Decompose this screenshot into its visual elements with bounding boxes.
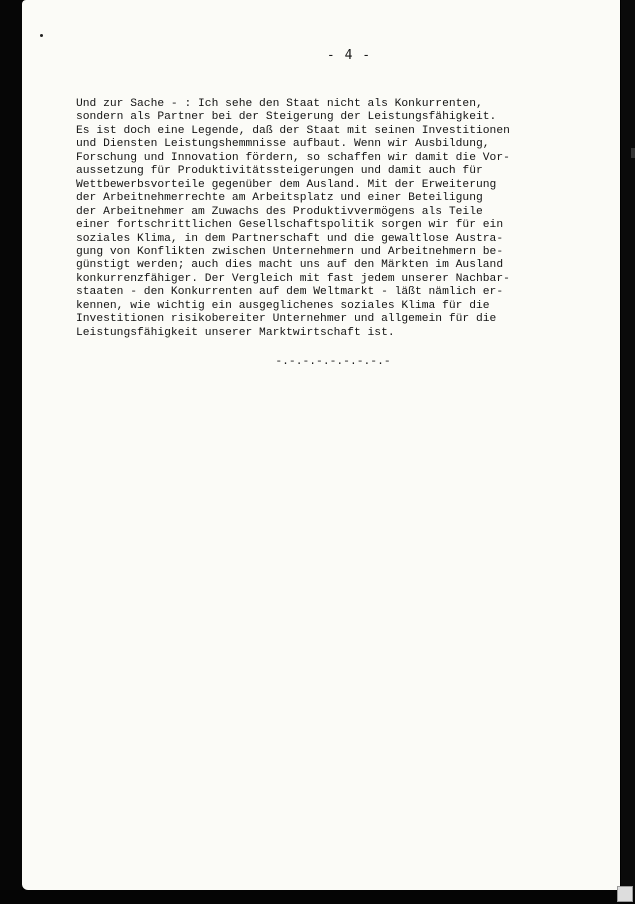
scan-border-right [621,0,635,904]
text-line: günstigt werden; auch dies macht uns auf den Märkten im Ausland [76,259,504,272]
text-line: Wettbewerbsvorteile gegenüber dem Ausland. Mit der Erweiterung [76,178,497,191]
scan-border-left [0,0,22,904]
text-line: gung von Konflikten zwischen Unternehmern und Arbeitnehmern be- [76,245,504,258]
text-line: kennen, wie wichtig ein ausgeglichenes soziales Klima für die [76,299,490,312]
text-line: staaten - den Konkurrenten auf dem Weltmarkt - läßt nämlich er- [76,286,504,299]
text-line: aussetzung für Produktivitätssteigerungen und damit auch für [76,165,483,178]
text-line: soziales Klima, in dem Partnerschaft und die gewaltlose Austra- [76,232,504,245]
text-line: Und zur Sache - : Ich sehe den Staat nicht als Konkurrenten, [76,98,483,110]
text-line: der Arbeitnehmerrechte am Arbeitsplatz und einer Beteiligung [76,192,483,205]
scan-border-bottom [0,890,635,904]
text-line: und Diensten Leistungshemmnisse aufbaut. Wenn wir Ausbildung, [76,138,490,151]
section-separator: -.-.-.-.-.-.-.-.- [275,356,391,368]
scan-edge-mark [631,148,635,158]
text-line: Investitionen risikobereiter Unternehmer und allgemein für die [76,313,497,326]
text-line: Leistungsfähigkeit unserer Marktwirtschaft ist. [76,326,395,339]
punch-mark [40,34,43,37]
scan-corner-marker [617,886,633,902]
body-text [76,98,596,340]
text-line: einer fortschrittlichen Gesellschaftspolitik sorgen wir für ein [76,219,504,232]
text-line: konkurrenzfähiger. Der Vergleich mit fast jedem unserer Nachbar- [76,272,510,285]
text-line: der Arbeitnehmer am Zuwachs des Produktivvermögens als Teile [76,205,483,218]
text-line: Forschung und Innovation fördern, so schaffen wir damit die Vor- [76,151,510,164]
page-number: - 4 - [326,48,372,63]
text-line: Es ist doch eine Legende, daß der Staat mit seinen Investitionen [76,124,510,137]
text-line: sondern als Partner bei der Steigerung der Leistungsfähigkeit. [76,111,497,124]
document-page [22,0,620,890]
